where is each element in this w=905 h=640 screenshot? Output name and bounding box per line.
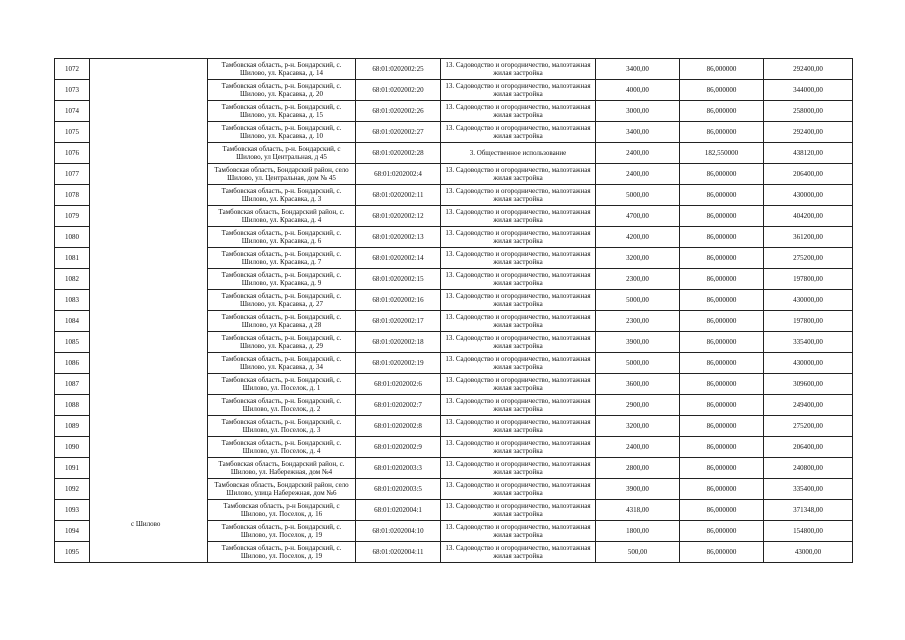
cadastral-value-cell: 197800,00	[764, 269, 853, 290]
table-row	[55, 500, 853, 521]
rate-cell: 86,000000	[680, 101, 764, 122]
land-use-cell: 3. Общественное использование	[441, 143, 596, 164]
area-cell: 3200,00	[596, 416, 680, 437]
area-cell: 2800,00	[596, 458, 680, 479]
location-cell	[90, 437, 208, 458]
location-cell	[90, 59, 208, 80]
table-row	[55, 101, 853, 122]
cadastral-number-cell: 68:01:0202002:27	[356, 122, 441, 143]
rate-cell: 86,000000	[680, 542, 764, 563]
row-number-cell: 1089	[55, 416, 90, 437]
land-use-cell: 13. Садоводство и огородничество, малоэтажная жилая застройка	[441, 290, 596, 311]
table-row	[55, 122, 853, 143]
area-cell: 3400,00	[596, 122, 680, 143]
address-cell: Тамбовская область, р-н. Бондарский, с. Шилово, ул. Поселок, д. 1	[208, 374, 356, 395]
land-use-cell: 13. Садоводство и огородничество, малоэтажная жилая застройка	[441, 395, 596, 416]
address-cell: Тамбовская область, р-н. Бондарский, с. Шилово, ул. Красавка, д. 9	[208, 269, 356, 290]
table-row	[55, 206, 853, 227]
table-row	[55, 395, 853, 416]
address-cell: Тамбовская область, р-н. Бондарский, с. Шилово, ул. Поселок, д. 19	[208, 542, 356, 563]
rate-cell: 86,000000	[680, 185, 764, 206]
row-number-cell: 1074	[55, 101, 90, 122]
land-use-cell: 13. Садоводство и огородничество, малоэтажная жилая застройка	[441, 479, 596, 500]
cadastral-value-cell: 206400,00	[764, 437, 853, 458]
row-number-cell: 1075	[55, 122, 90, 143]
location-cell	[90, 227, 208, 248]
cadastral-value-cell: 371348,00	[764, 500, 853, 521]
row-number-cell: 1088	[55, 395, 90, 416]
area-cell: 2300,00	[596, 269, 680, 290]
location-cell	[90, 143, 208, 164]
area-cell: 1800,00	[596, 521, 680, 542]
rate-cell: 86,000000	[680, 248, 764, 269]
cadastral-number-cell: 68:01:0202002:9	[356, 437, 441, 458]
row-number-cell: 1090	[55, 437, 90, 458]
area-cell: 4200,00	[596, 227, 680, 248]
cadastral-number-cell: 68:01:0202004:10	[356, 521, 441, 542]
land-use-cell: 13. Садоводство и огородничество, малоэтажная жилая застройка	[441, 269, 596, 290]
address-cell: Тамбовская область, р-н. Бондарский, с. Шилово, ул. Красавка, д. 29	[208, 332, 356, 353]
land-use-cell: 13. Садоводство и огородничество, малоэтажная жилая застройка	[441, 206, 596, 227]
area-cell: 2400,00	[596, 143, 680, 164]
table-row	[55, 479, 853, 500]
area-cell: 5000,00	[596, 353, 680, 374]
area-cell: 4700,00	[596, 206, 680, 227]
location-cell	[90, 290, 208, 311]
address-cell: Тамбовская область, р-н. Бондарский, с. Шилово, ул. Красавка, д. 7	[208, 248, 356, 269]
rate-cell: 86,000000	[680, 479, 764, 500]
cadastral-value-cell: 275200,00	[764, 416, 853, 437]
address-cell: Тамбовская область, р-н. Бондарский, с. Шилово, ул. Красавка, д. 34	[208, 353, 356, 374]
cadastral-number-cell: 68:01:0202002:16	[356, 290, 441, 311]
land-use-cell: 13. Садоводство и огородничество, малоэтажная жилая застройка	[441, 164, 596, 185]
location-cell	[90, 479, 208, 500]
land-use-cell: 13. Садоводство и огородничество, малоэтажная жилая застройка	[441, 374, 596, 395]
land-use-cell: 13. Садоводство и огородничество, малоэтажная жилая застройка	[441, 101, 596, 122]
rate-cell: 86,000000	[680, 416, 764, 437]
cadastral-value-cell: 249400,00	[764, 395, 853, 416]
table-row	[55, 542, 853, 563]
land-use-cell: 13. Садоводство и огородничество, малоэтажная жилая застройка	[441, 59, 596, 80]
table-row	[55, 374, 853, 395]
cadastral-value-cell: 154800,00	[764, 521, 853, 542]
rate-cell: 86,000000	[680, 206, 764, 227]
location-cell	[90, 269, 208, 290]
cadastral-number-cell: 68:01:0202002:26	[356, 101, 441, 122]
address-cell: Тамбовская область, р-н. Бондарский, с. Шилово, ул. Красавка, д. 6	[208, 227, 356, 248]
area-cell: 2400,00	[596, 437, 680, 458]
table-row	[55, 332, 853, 353]
row-number-cell: 1084	[55, 311, 90, 332]
cadastral-number-cell: 68:01:0202002:11	[356, 185, 441, 206]
row-number-cell: 1072	[55, 59, 90, 80]
cadastral-number-cell: 68:01:0202002:25	[356, 59, 441, 80]
cadastral-number-cell: 68:01:0202004:11	[356, 542, 441, 563]
cadastral-number-cell: 68:01:0202002:18	[356, 332, 441, 353]
rate-cell: 86,000000	[680, 437, 764, 458]
location-label: с Шилово	[131, 520, 161, 528]
row-number-cell: 1085	[55, 332, 90, 353]
cadastral-number-cell: 68:01:0202002:14	[356, 248, 441, 269]
address-cell: Тамбовская область, р-н. Бондарский, с. Шилово, ул. Поселок, д. 4	[208, 437, 356, 458]
rate-cell: 86,000000	[680, 521, 764, 542]
rate-cell: 86,000000	[680, 227, 764, 248]
rate-cell: 182,550000	[680, 143, 764, 164]
address-cell: Тамбовская область, р-н. Бондарский, с. Шилово, ул. Красавка, д. 15	[208, 101, 356, 122]
address-cell: Тамбовская область, Бондарский район, село Шилово, ул. Центральная, дом № 45	[208, 164, 356, 185]
table-row	[55, 185, 853, 206]
row-number-cell: 1093	[55, 500, 90, 521]
cadastral-value-cell: 292400,00	[764, 122, 853, 143]
rate-cell: 86,000000	[680, 332, 764, 353]
land-use-cell: 13. Садоводство и огородничество, малоэтажная жилая застройка	[441, 311, 596, 332]
land-use-cell: 13. Садоводство и огородничество, малоэтажная жилая застройка	[441, 353, 596, 374]
address-cell: Тамбовская область, р-н Бондарский, с Шилово, ул. Поселок, д. 16	[208, 500, 356, 521]
cadastral-value-cell: 43000,00	[764, 542, 853, 563]
area-cell: 3400,00	[596, 59, 680, 80]
cadastral-number-cell: 68:01:0202002:8	[356, 416, 441, 437]
cadastral-value-cell: 206400,00	[764, 164, 853, 185]
land-use-cell: 13. Садоводство и огородничество, малоэтажная жилая застройка	[441, 80, 596, 101]
cadastral-number-cell: 68:01:0202003:3	[356, 458, 441, 479]
location-cell	[90, 80, 208, 101]
cadastral-number-cell: 68:01:0202002:13	[356, 227, 441, 248]
table-row	[55, 143, 853, 164]
land-use-cell: 13. Садоводство и огородничество, малоэтажная жилая застройка	[441, 185, 596, 206]
land-use-cell: 13. Садоводство и огородничество, малоэтажная жилая застройка	[441, 521, 596, 542]
table-row	[55, 80, 853, 101]
location-cell	[90, 122, 208, 143]
table-row	[55, 290, 853, 311]
address-cell: Тамбовская область, р-н. Бондарский, с. Шилово, ул. Поселок, д. 3	[208, 416, 356, 437]
address-cell: Тамбовская область, р-н. Бондарский, с. Шилово, ул. Красавка, д. 10	[208, 122, 356, 143]
row-number-cell: 1082	[55, 269, 90, 290]
land-use-cell: 13. Садоводство и огородничество, малоэтажная жилая застройка	[441, 332, 596, 353]
table-row	[55, 437, 853, 458]
cadastral-value-cell: 197800,00	[764, 311, 853, 332]
address-cell: Тамбовская область, Бондарский район, с. Шилово, ул. Набережная, дом №4	[208, 458, 356, 479]
table-row	[55, 458, 853, 479]
rate-cell: 86,000000	[680, 164, 764, 185]
address-cell: Тамбовская область, р-н. Бондарский, с. Шилово, ул. Красавка, д. 14	[208, 59, 356, 80]
land-use-cell: 13. Садоводство и огородничество, малоэтажная жилая застройка	[441, 416, 596, 437]
cadastral-value-cell: 258000,00	[764, 101, 853, 122]
cadastral-value-cell: 361200,00	[764, 227, 853, 248]
cadastral-value-cell: 335400,00	[764, 479, 853, 500]
area-cell: 4000,00	[596, 80, 680, 101]
row-number-cell: 1077	[55, 164, 90, 185]
row-number-cell: 1087	[55, 374, 90, 395]
rate-cell: 86,000000	[680, 269, 764, 290]
rate-cell: 86,000000	[680, 80, 764, 101]
area-cell: 2900,00	[596, 395, 680, 416]
location-cell	[90, 458, 208, 479]
cadastral-value-cell: 309600,00	[764, 374, 853, 395]
row-number-cell: 1076	[55, 143, 90, 164]
area-cell: 5000,00	[596, 290, 680, 311]
row-number-cell: 1081	[55, 248, 90, 269]
cadastral-number-cell: 68:01:0202002:15	[356, 269, 441, 290]
address-cell: Тамбовская область, р-н. Бондарский, с. Шилово, ул Красавка, д 28	[208, 311, 356, 332]
area-cell: 4318,00	[596, 500, 680, 521]
location-cell	[90, 206, 208, 227]
row-number-cell: 1086	[55, 353, 90, 374]
area-cell: 3900,00	[596, 479, 680, 500]
cadastral-value-cell: 240800,00	[764, 458, 853, 479]
row-number-cell: 1094	[55, 521, 90, 542]
address-cell: Тамбовская область, р-н. Бондарский, с. Шилово, ул. Красавка, д. 20	[208, 80, 356, 101]
cadastral-value-cell: 438120,00	[764, 143, 853, 164]
land-use-cell: 13. Садоводство и огородничество, малоэтажная жилая застройка	[441, 500, 596, 521]
row-number-cell: 1078	[55, 185, 90, 206]
table-body	[55, 59, 853, 563]
address-cell: Тамбовская область, р-н. Бондарский, с Шилово, ул Центральная, д 45	[208, 143, 356, 164]
rate-cell: 86,000000	[680, 500, 764, 521]
cadastral-number-cell: 68:01:0202004:1	[356, 500, 441, 521]
table-row	[55, 521, 853, 542]
cadastral-number-cell: 68:01:0202002:19	[356, 353, 441, 374]
rate-cell: 86,000000	[680, 311, 764, 332]
land-use-cell: 13. Садоводство и огородничество, малоэтажная жилая застройка	[441, 248, 596, 269]
rate-cell: 86,000000	[680, 59, 764, 80]
location-cell	[90, 500, 208, 521]
cadastral-number-cell: 68:01:0202002:28	[356, 143, 441, 164]
table-row	[55, 59, 853, 80]
table-row	[55, 269, 853, 290]
table-row	[55, 227, 853, 248]
location-cell	[90, 416, 208, 437]
land-use-cell: 13. Садоводство и огородничество, малоэтажная жилая застройка	[441, 122, 596, 143]
area-cell: 3900,00	[596, 332, 680, 353]
area-cell: 2300,00	[596, 311, 680, 332]
address-cell: Тамбовская область, Бондарский район, село Шилово, улица Набережная, дом №6	[208, 479, 356, 500]
address-cell: Тамбовская область, р-н. Бондарский, с. Шилово, ул. Поселок, д. 19	[208, 521, 356, 542]
row-number-cell: 1095	[55, 542, 90, 563]
cadastral-number-cell: 68:01:0202003:5	[356, 479, 441, 500]
land-use-cell: 13. Садоводство и огородничество, малоэтажная жилая застройка	[441, 227, 596, 248]
rate-cell: 86,000000	[680, 353, 764, 374]
cadastral-number-cell: 68:01:0202002:17	[356, 311, 441, 332]
row-number-cell: 1080	[55, 227, 90, 248]
table-row	[55, 248, 853, 269]
address-cell: Тамбовская область, р-н. Бондарский, с. Шилово, ул. Поселок, д. 2	[208, 395, 356, 416]
location-cell	[90, 395, 208, 416]
rate-cell: 86,000000	[680, 290, 764, 311]
rate-cell: 86,000000	[680, 458, 764, 479]
cadastral-value-cell: 404200,00	[764, 206, 853, 227]
cadastral-value-cell: 292400,00	[764, 59, 853, 80]
cadastral-number-cell: 68:01:0202002:20	[356, 80, 441, 101]
cadastral-value-cell: 344000,00	[764, 80, 853, 101]
location-cell	[90, 542, 208, 563]
location-cell	[90, 374, 208, 395]
row-number-cell: 1092	[55, 479, 90, 500]
row-number-cell: 1091	[55, 458, 90, 479]
table-row	[55, 416, 853, 437]
cadastral-number-cell: 68:01:0202002:6	[356, 374, 441, 395]
row-number-cell: 1073	[55, 80, 90, 101]
area-cell: 3000,00	[596, 101, 680, 122]
area-cell: 3200,00	[596, 248, 680, 269]
row-number-cell: 1079	[55, 206, 90, 227]
cadastral-value-cell: 335400,00	[764, 332, 853, 353]
land-use-cell: 13. Садоводство и огородничество, малоэтажная жилая застройка	[441, 437, 596, 458]
land-use-cell: 13. Садоводство и огородничество, малоэтажная жилая застройка	[441, 542, 596, 563]
rate-cell: 86,000000	[680, 374, 764, 395]
location-cell	[90, 248, 208, 269]
area-cell: 500,00	[596, 542, 680, 563]
cadastral-value-cell: 275200,00	[764, 248, 853, 269]
location-cell	[90, 164, 208, 185]
cadastral-value-cell: 430000,00	[764, 185, 853, 206]
area-cell: 5000,00	[596, 185, 680, 206]
location-cell	[90, 101, 208, 122]
location-cell	[90, 332, 208, 353]
rate-cell: 86,000000	[680, 395, 764, 416]
cadastral-value-cell: 430000,00	[764, 290, 853, 311]
location-cell	[90, 353, 208, 374]
land-registry-table	[54, 58, 853, 563]
area-cell: 3600,00	[596, 374, 680, 395]
address-cell: Тамбовская область, р-н. Бондарский, с. Шилово, ул. Красавка, д. 3	[208, 185, 356, 206]
table-row	[55, 164, 853, 185]
area-cell: 2400,00	[596, 164, 680, 185]
row-number-cell: 1083	[55, 290, 90, 311]
cadastral-number-cell: 68:01:0202002:12	[356, 206, 441, 227]
land-use-cell: 13. Садоводство и огородничество, малоэтажная жилая застройка	[441, 458, 596, 479]
address-cell: Тамбовская область, р-н. Бондарский, с. Шилово, ул. Красавка, д. 27	[208, 290, 356, 311]
rate-cell: 86,000000	[680, 122, 764, 143]
cadastral-number-cell: 68:01:0202002:7	[356, 395, 441, 416]
cadastral-value-cell: 430000,00	[764, 353, 853, 374]
cadastral-number-cell: 68:01:0202002:4	[356, 164, 441, 185]
address-cell: Тамбовская область, Бондарский район, с. Шилово, ул. Красавка, д. 4	[208, 206, 356, 227]
table-row	[55, 311, 853, 332]
location-cell	[90, 185, 208, 206]
location-cell	[90, 311, 208, 332]
table-row	[55, 353, 853, 374]
